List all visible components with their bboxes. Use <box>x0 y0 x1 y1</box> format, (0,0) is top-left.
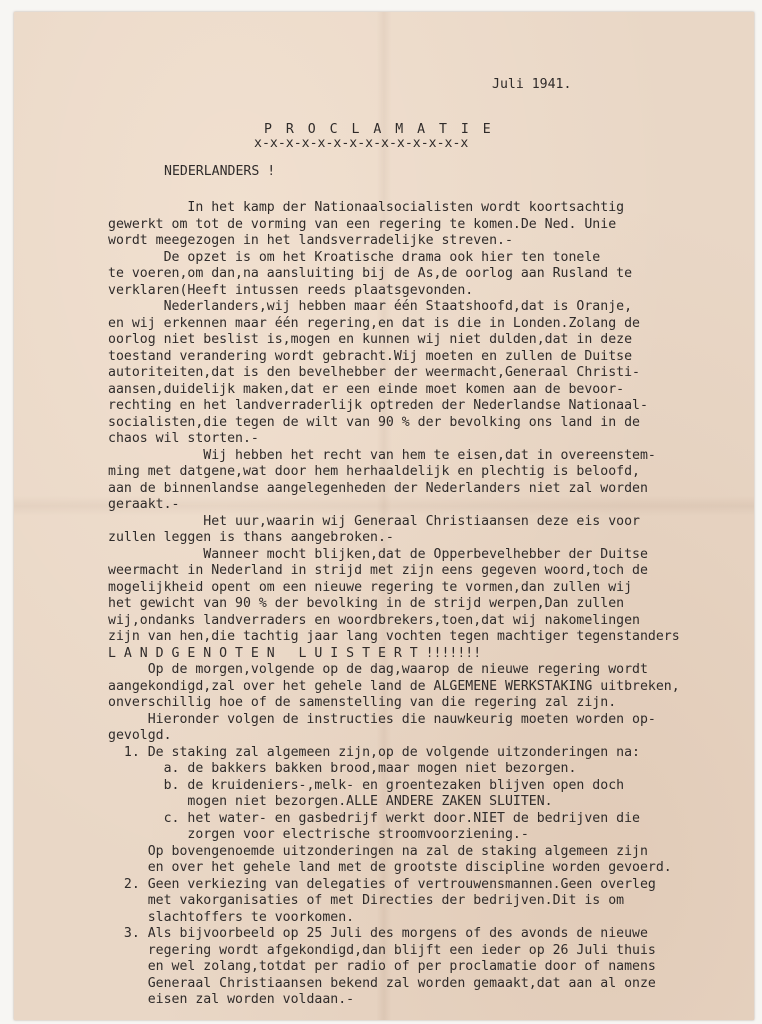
body-line: 3. Als bijvoorbeeld op 25 Juli des morgens of des avonds de nieuwe <box>108 926 648 941</box>
body-line: slachtoffers te voorkomen. <box>108 909 355 925</box>
body-line: Nederlanders,wij hebben maar één Staatshoofd,dat is Oranje, <box>108 299 633 314</box>
body-line: en over het gehele land met de grootste discipline worden gevoerd. <box>108 860 672 875</box>
body-line: met vakorganisaties of met Directies der bedrijven.Dit is om <box>108 893 625 908</box>
body-line: gevolgd. <box>108 728 172 743</box>
body-line: toestand verandering wordt gebracht.Wij moeten en zullen de Duitse <box>108 348 633 364</box>
body-line: Hieronder volgen de instructies die nauwkeurig moeten worden op- <box>108 711 656 727</box>
body-line: mogelijkheid opent om een nieuwe regering te vormen,dan zullen wij <box>108 579 633 595</box>
body-line: wij,ondanks landverraders en woordbrekers,toen,dat wij nakomelingen <box>108 612 640 628</box>
body-line: eisen zal worden voldaan.- <box>108 992 355 1007</box>
body-line: te voeren,om dan,na aansluiting bij de As,de oorlog aan Rusland te <box>108 266 633 281</box>
body-line: aan de binnenlandse aangelegenheden der Nederlanders niet zal worden <box>108 480 648 496</box>
body-line: aansen,duidelijk maken,dat er een einde moet komen aan de bevoor- <box>108 381 625 397</box>
body-line: In het kamp der Nationaalsocialisten wordt koortsachtig <box>108 200 625 215</box>
body-line: gewerkt om tot de vorming van een regering te komen.De Ned. Unie <box>108 216 617 232</box>
body-line: autoriteiten,dat is den bevelhebber der weermacht,Generaal Christi- <box>108 365 640 380</box>
body-line: mogen niet bezorgen.ALLE ANDERE ZAKEN SLUITEN. <box>108 794 553 809</box>
body-line: verklaren(Heeft intussen reeds plaatsgevonden. <box>108 282 474 298</box>
body-line: chaos wil storten.- <box>108 431 259 446</box>
proclamation-body <box>108 200 758 1009</box>
body-line: Wij hebben het recht van hem te eisen,dat in overeenstem- <box>108 447 656 463</box>
body-line: oorlog niet beslist is,mogen en kunnen wij niet dulden,dat in deze <box>108 332 633 347</box>
body-line: socialisten,die tegen de wilt van 90 % der bevolking ons land in de <box>108 414 640 430</box>
body-line: wordt meegezogen in het landsverradelijke streven.- <box>108 233 513 248</box>
body-line: het gewicht van 90 % der bevolking in de strijd werpen,Dan zullen <box>108 596 625 611</box>
body-line: geraakt.- <box>108 497 180 512</box>
body-line: zijn van hen,die tachtig jaar lang vochten tegen machtiger tegenstanders <box>108 629 680 644</box>
document-title: P R O C L A M A T I E <box>264 122 494 137</box>
proclamation-sheet <box>14 12 754 1020</box>
body-line: en wij erkennen maar één regering,en dat is die in Londen.Zolang de <box>108 315 640 331</box>
body-line: weermacht in Nederland in strijd met zijn eens gegeven woord,toch de <box>108 563 648 578</box>
body-line: rechting en het landverraderlijk optreden der Nederlandse Nationaal- <box>108 398 648 413</box>
body-line: De opzet is om het Kroatische drama ook hier ten tonele <box>108 249 601 265</box>
body-line: 1. De staking zal algemeen zijn,op de volgende uitzonderingen na: <box>108 744 640 760</box>
body-line: ming met datgene,wat door hem herhaaldelijk en plechtig is beloofd, <box>108 464 640 479</box>
body-line: aangekondigd,zal over het gehele land de ALGEMENE WERKSTAKING uitbreken, <box>108 678 680 694</box>
body-line: a. de bakkers bakken brood,maar mogen niet bezorgen. <box>108 761 577 776</box>
body-line: b. de kruideniers-,melk- en groentezaken blijven open doch <box>108 777 625 793</box>
body-line: regering wordt afgekondigd,dan blijft een ieder op 26 Juli thuis <box>108 942 656 958</box>
body-line: Op de morgen,volgende op de dag,waarop de nieuwe regering wordt <box>108 662 648 677</box>
body-line: zorgen voor electrische stroomvoorziening.- <box>108 827 529 842</box>
body-line: L A N D G E N O T E N L U I S T E R T !!!!!!! <box>108 645 482 661</box>
body-line: en wel zolang,totdat per radio of per proclamatie door of namens <box>108 959 656 974</box>
body-line: 2. Geen verkiezing van delegaties of vertrouwensmannen.Geen overleg <box>108 876 656 892</box>
body-line: Op bovengenoemde uitzonderingen na zal de staking algemeen zijn <box>108 843 648 859</box>
body-line: c. het water- en gasbedrijf werkt door.NIET de bedrijven die <box>108 810 640 826</box>
body-line: zullen leggen is thans aangebroken.- <box>108 530 394 545</box>
body-line: Het uur,waarin wij Generaal Christiaansen deze eis voor <box>108 513 640 529</box>
body-line: Wanneer mocht blijken,dat de Opperbevelhebber der Duitse <box>108 546 648 562</box>
body-line: Generaal Christiaansen bekend zal worden gemaakt,dat aan al onze <box>108 975 656 991</box>
body-line: onverschillig hoe of de samenstelling van die regering zal zijn. <box>108 695 617 710</box>
title-underline: x-x-x-x-x-x-x-x-x-x-x-x-x-x <box>254 136 469 151</box>
document-date: Juli 1941. <box>492 77 572 92</box>
salutation: NEDERLANDERS ! <box>164 164 276 179</box>
